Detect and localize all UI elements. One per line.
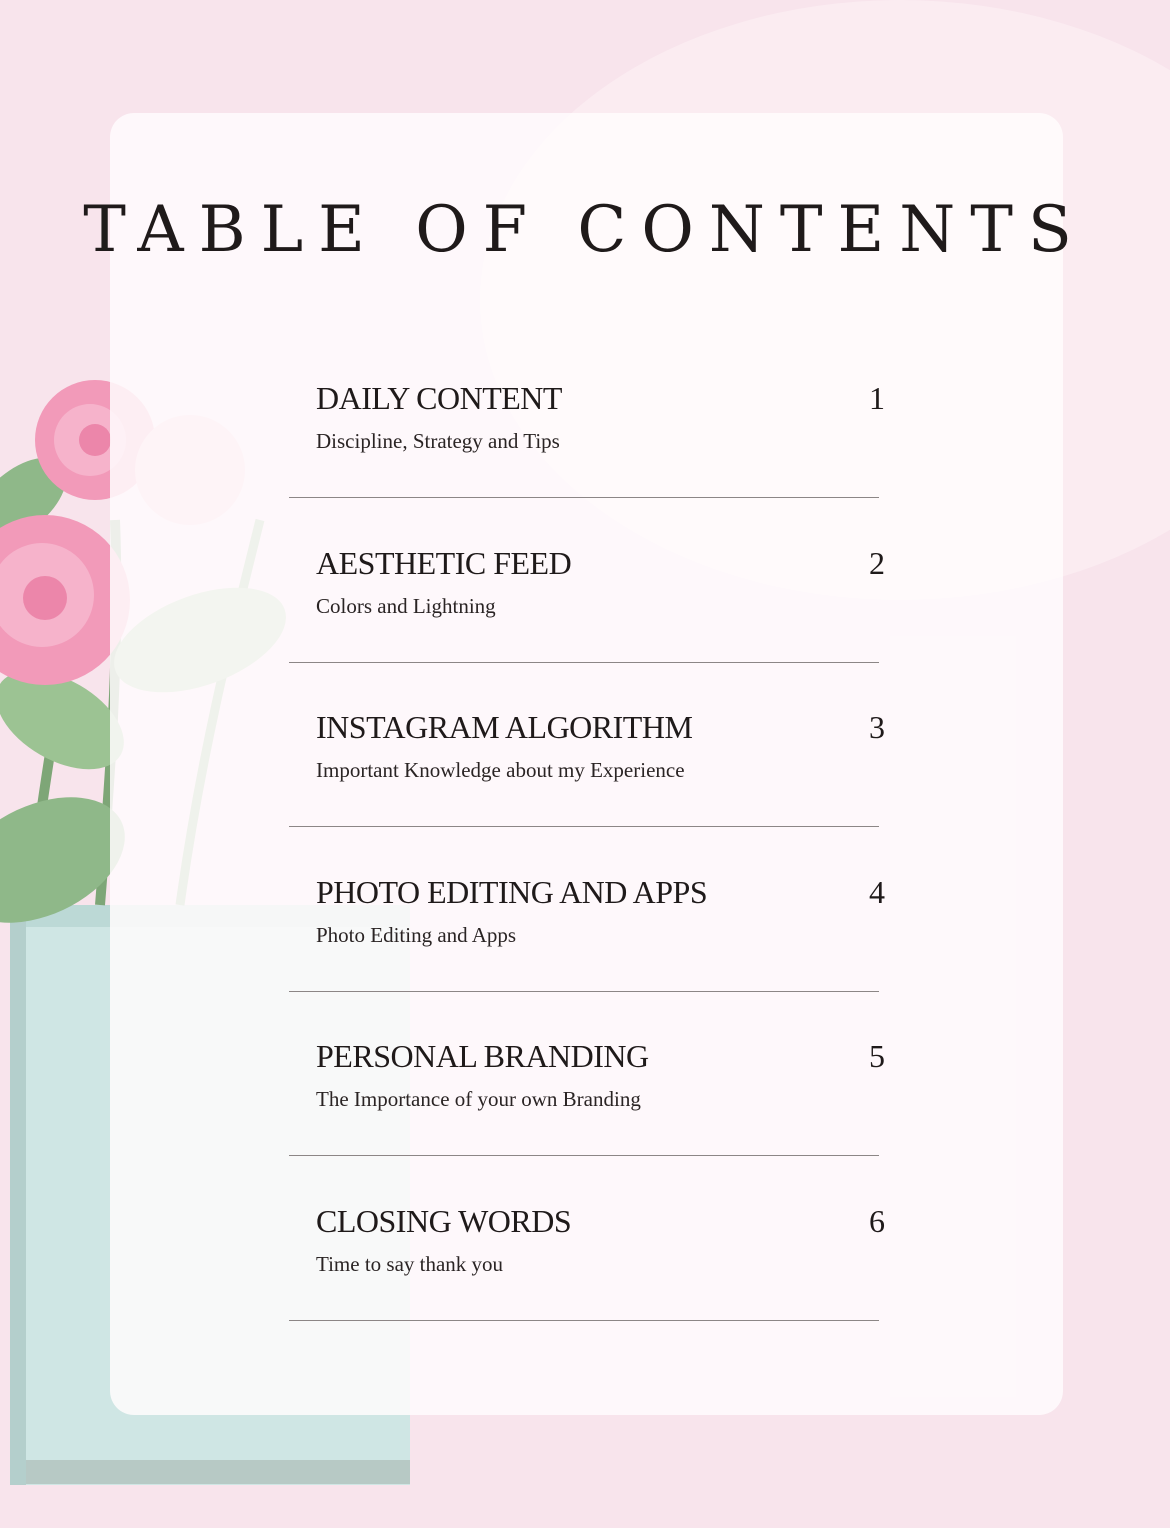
toc-heading: PHOTO EDITING AND APPS [316,874,708,910]
toc-divider [289,662,879,663]
toc-divider [289,1320,879,1321]
toc-divider [289,991,879,992]
toc-subtitle: Photo Editing and Apps [316,923,517,947]
toc-subtitle: Discipline, Strategy and Tips [316,429,560,453]
toc-entry [289,709,885,874]
toc-entry [289,380,885,545]
toc-heading: INSTAGRAM ALGORITHM [316,709,693,745]
toc-subtitle: Important Knowledge about my Experience [316,758,685,782]
toc-heading: PERSONAL BRANDING [316,1038,649,1074]
toc-page-number: 3 [869,709,885,745]
page-title: TABLE OF CONTENTS [83,193,1087,267]
toc-heading: CLOSING WORDS [316,1203,572,1239]
toc-subtitle: Time to say thank you [316,1252,504,1276]
toc-heading: DAILY CONTENT [316,380,562,416]
toc-page-number: 4 [869,874,885,910]
toc-divider [289,497,879,498]
toc-entry [289,1038,885,1203]
toc-page-number: 1 [869,380,885,416]
toc-entry [289,1203,885,1368]
toc-entry [289,545,885,710]
toc-page-number: 6 [869,1203,885,1239]
toc-divider [289,826,879,827]
toc-subtitle: Colors and Lightning [316,594,496,618]
toc-page-number: 5 [869,1038,885,1074]
toc-divider [289,1155,879,1156]
toc-heading: AESTHETIC FEED [316,545,572,581]
toc-subtitle: The Importance of your own Branding [316,1087,641,1111]
toc-page-number: 2 [869,545,885,581]
toc-entry [289,874,885,1039]
